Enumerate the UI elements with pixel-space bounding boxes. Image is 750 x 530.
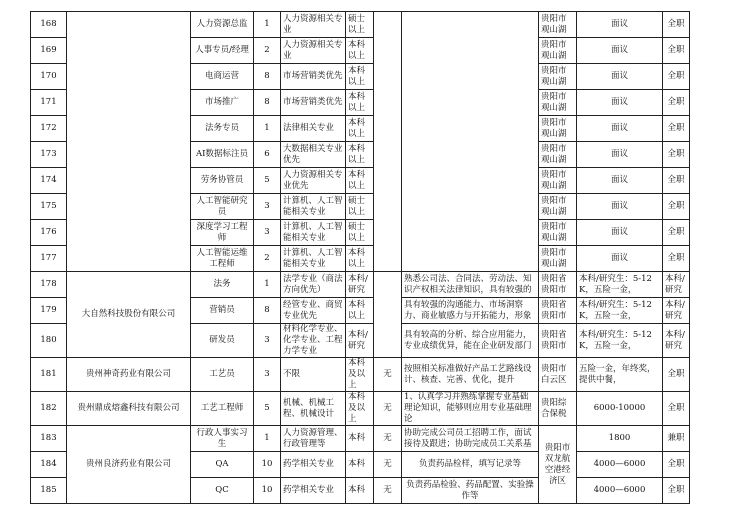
row-number: 180 — [31, 324, 67, 358]
major-requirement: 法学专业（商法方向优先） — [281, 272, 346, 298]
education: 本科以上 — [346, 116, 374, 142]
headcount: 8 — [254, 298, 281, 324]
education: 本科以上 — [346, 142, 374, 168]
table-row — [31, 426, 690, 452]
work-location: 贵阳市观山湖 — [539, 220, 577, 246]
headcount: 6 — [254, 142, 281, 168]
job-type: 全职 — [663, 116, 690, 142]
row-number: 178 — [31, 272, 67, 298]
table-row — [31, 358, 690, 392]
job-type: 全职 — [663, 246, 690, 272]
job-duty: 负责药品检验、药品配置、实验操作等 — [402, 478, 539, 504]
row-number: 184 — [31, 452, 67, 478]
job-type: 全职 — [663, 478, 690, 504]
job-type: 本科/研究 — [663, 324, 690, 358]
education: 本科 — [346, 426, 374, 452]
salary: 面议 — [577, 194, 663, 220]
work-location: 贵阳市白云区 — [539, 358, 577, 392]
job-type: 全职 — [663, 220, 690, 246]
age-requirement: 无 — [374, 452, 402, 478]
job-duty: 按照相关标准做好产品工艺路线设计、核查、完善、优化，提升 — [402, 358, 539, 392]
headcount: 1 — [254, 272, 281, 298]
education: 硕士以上 — [346, 194, 374, 220]
table-row — [31, 12, 690, 38]
education: 本科 — [346, 452, 374, 478]
row-number: 169 — [31, 38, 67, 64]
job-type: 全职 — [663, 38, 690, 64]
education: 本科以上 — [346, 64, 374, 90]
education: 本科以上 — [346, 168, 374, 194]
education: 本科以上 — [346, 246, 374, 272]
work-location: 贵阳市观山湖 — [539, 142, 577, 168]
row-number: 171 — [31, 90, 67, 116]
job-type: 全职 — [663, 12, 690, 38]
position-name: 深度学习工程师 — [191, 220, 254, 246]
education: 本科/研究 — [346, 324, 374, 358]
major-requirement: 材料化学专业、化学专业、工程力学专业 — [281, 324, 346, 358]
major-requirement: 不限 — [281, 358, 346, 392]
work-location: 贵阳市观山湖 — [539, 246, 577, 272]
position-name: 工艺工程师 — [191, 392, 254, 426]
row-number: 177 — [31, 246, 67, 272]
work-location: 贵阳省贵阳市 — [539, 324, 577, 358]
position-name: 电商运营 — [191, 64, 254, 90]
company-name: 贵州神奇药业有限公司 — [67, 358, 191, 392]
salary: 面议 — [577, 12, 663, 38]
company-name: 贵州鼎成熔鑫科技有限公司 — [67, 392, 191, 426]
major-requirement: 药学相关专业 — [281, 478, 346, 504]
row-number: 182 — [31, 392, 67, 426]
position-name: 法务专员 — [191, 116, 254, 142]
table-row — [31, 392, 690, 426]
salary: 本科/研究生：5-12K，五险一金， — [577, 298, 663, 324]
duty-cell-empty — [402, 12, 539, 272]
position-name: 工艺员 — [191, 358, 254, 392]
position-name: AI数据标注员 — [191, 142, 254, 168]
education: 本科以上 — [346, 90, 374, 116]
headcount: 1 — [254, 116, 281, 142]
salary: 面议 — [577, 246, 663, 272]
job-type: 本科/研究 — [663, 272, 690, 298]
education: 本科 — [346, 478, 374, 504]
salary: 面议 — [577, 64, 663, 90]
age-requirement: 无 — [374, 392, 402, 426]
job-type: 本科/研究 — [663, 298, 690, 324]
work-location-merged: 贵阳市双龙航空港经济区 — [539, 426, 577, 504]
major-requirement: 经管专业、商贸专业优先 — [281, 298, 346, 324]
headcount: 3 — [254, 324, 281, 358]
job-type: 全职 — [663, 392, 690, 426]
education: 本科及以上 — [346, 392, 374, 426]
recruitment-table — [30, 11, 690, 504]
position-name: 法务 — [191, 272, 254, 298]
major-requirement: 人力资源相关专业优先 — [281, 168, 346, 194]
salary: 面议 — [577, 90, 663, 116]
salary: 五险一金，年终奖，提供中餐， — [577, 358, 663, 392]
major-requirement: 计算机、人工智能相关专业 — [281, 246, 346, 272]
position-name: 劳务协管员 — [191, 168, 254, 194]
job-duty: 1、认真学习并熟练掌握专业基础理论知识，能够则应用专业基础理论 — [402, 392, 539, 426]
job-duty: 具有较高的分析、综合应用能力，专业成绩优异，能在企业研发部门 — [402, 324, 539, 358]
salary: 6000-10000 — [577, 392, 663, 426]
work-location: 贵阳市观山湖 — [539, 12, 577, 38]
job-type: 全职 — [663, 64, 690, 90]
row-number: 181 — [31, 358, 67, 392]
age-cell-empty — [374, 272, 402, 358]
job-duty: 熟悉公司法、合同法、劳动法、知识产权相关法律知识，具有较强的 — [402, 272, 539, 298]
headcount: 10 — [254, 452, 281, 478]
education: 硕士以上 — [346, 12, 374, 38]
major-requirement: 人力资源管理、行政管理等 — [281, 426, 346, 452]
headcount: 3 — [254, 358, 281, 392]
work-location: 贵阳市观山湖 — [539, 168, 577, 194]
company-cell-empty — [67, 12, 191, 272]
major-requirement: 人力资源相关专业 — [281, 12, 346, 38]
headcount: 5 — [254, 392, 281, 426]
work-location: 贵阳市观山湖 — [539, 194, 577, 220]
position-name: 人工智能研究员 — [191, 194, 254, 220]
salary: 4000—6000 — [577, 478, 663, 504]
position-name: 人事专员/经理 — [191, 38, 254, 64]
headcount: 1 — [254, 12, 281, 38]
company-name: 贵州良济药业有限公司 — [67, 426, 191, 504]
salary: 本科/研究生：5-12K，五险一金， — [577, 272, 663, 298]
position-name: QC — [191, 478, 254, 504]
major-requirement: 计算机、人工智能相关专业 — [281, 220, 346, 246]
headcount: 2 — [254, 246, 281, 272]
work-location: 贵阳市观山湖 — [539, 90, 577, 116]
major-requirement: 市场营销类优先 — [281, 90, 346, 116]
salary: 面议 — [577, 142, 663, 168]
salary: 面议 — [577, 116, 663, 142]
major-requirement: 法律相关专业 — [281, 116, 346, 142]
job-type: 全职 — [663, 90, 690, 116]
work-location: 贵阳市观山湖 — [539, 116, 577, 142]
age-cell-empty — [374, 12, 402, 272]
position-name: 营销员 — [191, 298, 254, 324]
row-number: 174 — [31, 168, 67, 194]
position-name: 研发员 — [191, 324, 254, 358]
education: 本科及以上 — [346, 358, 374, 392]
row-number: 185 — [31, 478, 67, 504]
position-name: 市场推广 — [191, 90, 254, 116]
job-type: 全职 — [663, 194, 690, 220]
salary: 4000—6000 — [577, 452, 663, 478]
headcount: 8 — [254, 90, 281, 116]
age-requirement: 无 — [374, 478, 402, 504]
job-type: 全职 — [663, 358, 690, 392]
salary: 1800 — [577, 426, 663, 452]
headcount: 1 — [254, 426, 281, 452]
row-number: 168 — [31, 12, 67, 38]
headcount: 2 — [254, 38, 281, 64]
work-location: 贵阳市观山湖 — [539, 64, 577, 90]
work-location: 贵阳省贵阳市 — [539, 298, 577, 324]
age-requirement: 无 — [374, 426, 402, 452]
table-row — [31, 272, 690, 298]
row-number: 175 — [31, 194, 67, 220]
age-requirement: 无 — [374, 358, 402, 392]
headcount: 5 — [254, 168, 281, 194]
headcount: 10 — [254, 478, 281, 504]
headcount: 3 — [254, 194, 281, 220]
salary: 本科/研究生：5-12K，五险一金， — [577, 324, 663, 358]
work-location: 贵阳市观山湖 — [539, 38, 577, 64]
job-type: 全职 — [663, 452, 690, 478]
job-duty: 协助完成公司员工招聘工作，面试接待及跟进；协助完成员工关系基 — [402, 426, 539, 452]
row-number: 173 — [31, 142, 67, 168]
education: 本科以上 — [346, 38, 374, 64]
salary: 面议 — [577, 168, 663, 194]
position-name: 人工智能运维工程师 — [191, 246, 254, 272]
job-duty: 具有较强的沟通能力、市场洞察力、商业敏感力与开拓能力，形象 — [402, 298, 539, 324]
headcount: 3 — [254, 220, 281, 246]
row-number: 170 — [31, 64, 67, 90]
job-type: 兼职 — [663, 426, 690, 452]
major-requirement: 机械、机械工程、机械设计 — [281, 392, 346, 426]
row-number: 172 — [31, 116, 67, 142]
major-requirement: 人力资源相关专业 — [281, 38, 346, 64]
major-requirement: 药学相关专业 — [281, 452, 346, 478]
row-number: 176 — [31, 220, 67, 246]
position-name: 人力资源总监 — [191, 12, 254, 38]
work-location: 贵阳省贵阳市 — [539, 272, 577, 298]
education: 本科/研究 — [346, 272, 374, 298]
education: 硕士以上 — [346, 220, 374, 246]
row-number: 179 — [31, 298, 67, 324]
major-requirement: 计算机、人工智能相关专业 — [281, 194, 346, 220]
row-number: 183 — [31, 426, 67, 452]
job-duty: 负责药品检样，填写记录等 — [402, 452, 539, 478]
headcount: 8 — [254, 64, 281, 90]
job-type: 全职 — [663, 142, 690, 168]
major-requirement: 市场营销类优先 — [281, 64, 346, 90]
position-name: QA — [191, 452, 254, 478]
job-type: 全职 — [663, 168, 690, 194]
salary: 面议 — [577, 38, 663, 64]
company-name: 大自然科技股份有限公司 — [67, 272, 191, 358]
salary: 面议 — [577, 220, 663, 246]
work-location: 贵阳综合保税 — [539, 392, 577, 426]
education: 本科以上 — [346, 298, 374, 324]
position-name: 行政人事实习生 — [191, 426, 254, 452]
major-requirement: 大数据相关专业优先 — [281, 142, 346, 168]
